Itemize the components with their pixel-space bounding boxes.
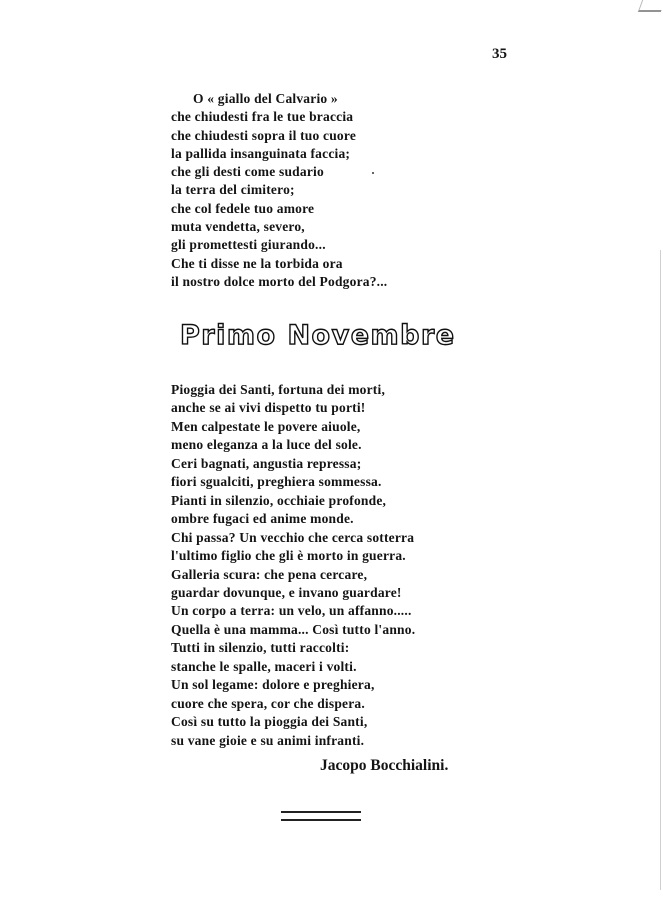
scan-corner-mark [638, 0, 663, 12]
poem-line: Chi passa? Un vecchio che cerca sotterra [171, 529, 415, 545]
poem-line: Un sol legame: dolore e preghiera, [171, 677, 375, 693]
poem-line: che gli desti come sudario [171, 164, 324, 180]
page-number: 35 [492, 46, 507, 62]
poem-line: Tutti in silenzio, tutti raccolti: [171, 640, 350, 656]
poem-line: meno eleganza a la luce del sole. [171, 437, 362, 453]
poem-line: stanche le spalle, maceri i volti. [171, 658, 357, 674]
poem-line: gli promettesti giurando... [171, 237, 326, 253]
poem-line: cuore che spera, cor che dispera. [171, 695, 365, 711]
author-signature: Jacopo Bocchialini. [320, 757, 449, 774]
poem-line: la terra del cimitero; [171, 182, 295, 198]
scan-edge-line [660, 250, 661, 890]
poem-line: Pioggia dei Santi, fortuna dei morti, [171, 382, 386, 397]
poem-line: guardar dovunque, e invano guardare! [171, 584, 402, 600]
poem-line: la pallida insanguinata faccia; [171, 145, 351, 161]
poem-line: il nostro dolce morto del Podgora?... [171, 273, 388, 289]
poem-line: Un corpo a terra: un velo, un affanno..... [171, 603, 412, 619]
poem-line: Galleria scura: che pena cercare, [171, 566, 368, 582]
ink-speck [372, 172, 374, 174]
poem-line: l'ultimo figlio che gli è morto in guerra. [171, 548, 406, 564]
poem-line: muta vendetta, severo, [171, 219, 305, 235]
poem-line: Che ti disse ne la torbida ora [171, 255, 343, 271]
poem-two [171, 381, 415, 750]
poem-one [171, 90, 387, 291]
section-divider [281, 811, 361, 821]
poem-line: che chiudesti fra le tue braccia [171, 109, 354, 125]
poem-line: O « giallo del Calvario » [193, 91, 338, 106]
poem-line: fiori sgualciti, preghiera sommessa. [171, 474, 382, 490]
poem-line: che col fedele tuo amore [171, 200, 315, 216]
poem-title: Primo Novembre [180, 320, 456, 351]
poem-line: ombre fugaci ed anime monde. [171, 511, 354, 527]
poem-line: Ceri bagnati, angustia repressa; [171, 455, 362, 471]
poem-line: su vane gioie e su animi infranti. [171, 732, 365, 748]
poem-line: Così su tutto la pioggia dei Santi, [171, 714, 368, 730]
poem-line: Pianti in silenzio, occhiaie profonde, [171, 492, 387, 508]
poem-line: anche se ai vivi dispetto tu porti! [171, 400, 366, 416]
poem-line: Quella è una mamma... Così tutto l'anno. [171, 621, 416, 637]
poem-line: Men calpestate le povere aiuole, [171, 418, 361, 434]
poem-line: che chiudesti sopra il tuo cuore [171, 127, 357, 143]
